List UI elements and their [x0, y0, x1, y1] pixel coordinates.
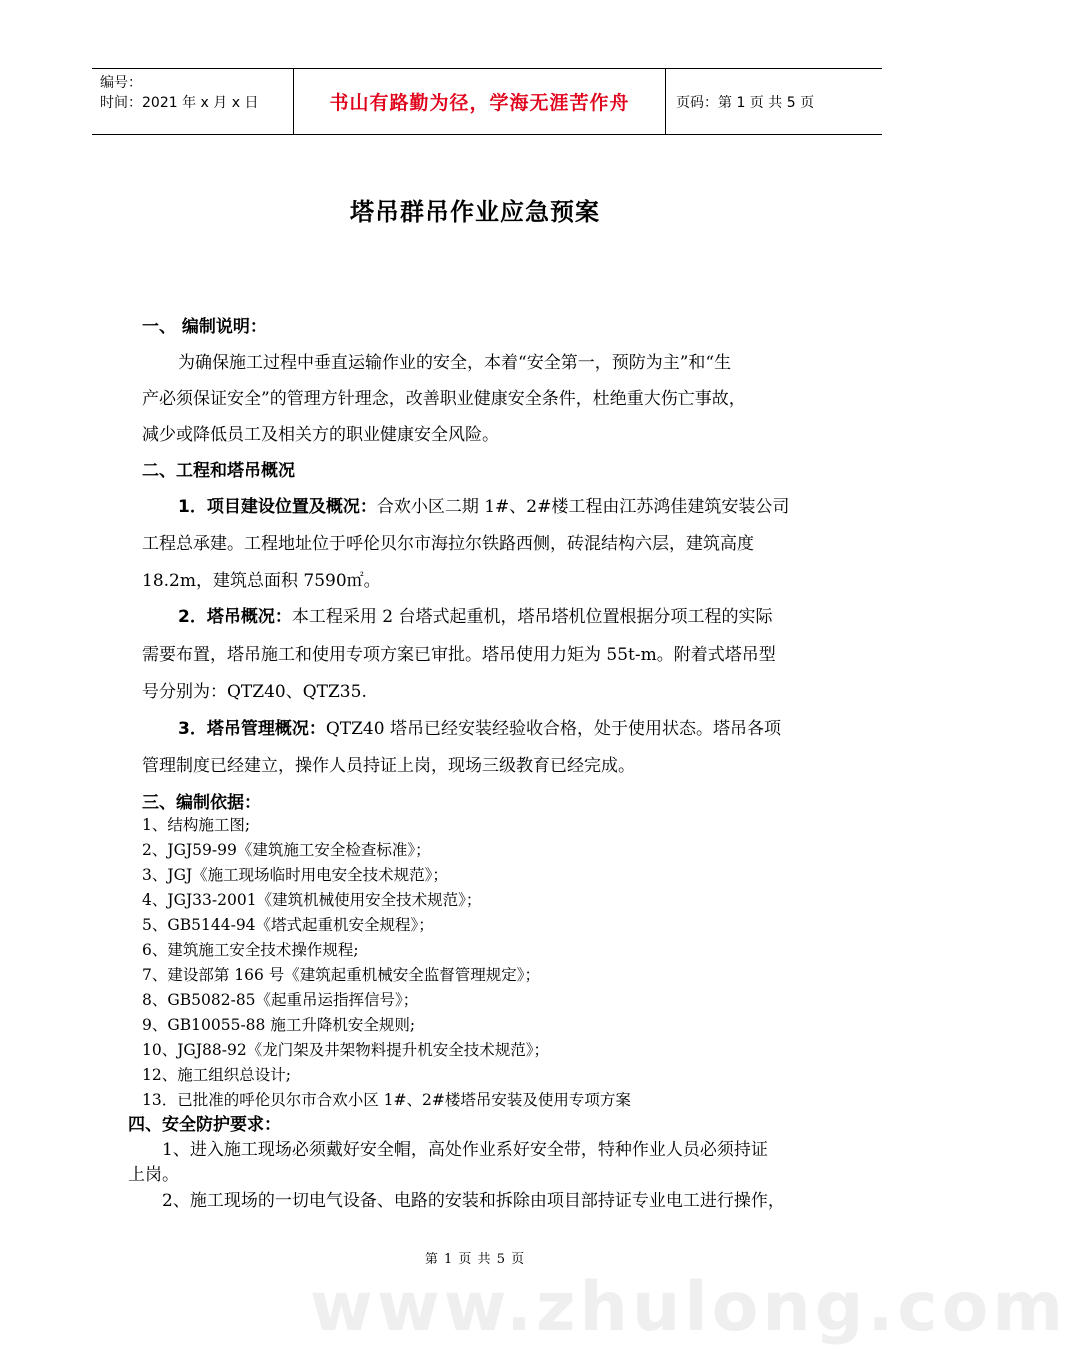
header-meta: [92, 69, 294, 134]
header-page-info: 页码：第 1 页 共 5 页: [676, 94, 815, 111]
paragraph-text: 合欢小区二期 1#、2#楼工程由江苏鸿佳建筑安装公司: [376, 497, 790, 517]
paragraph-line: 产必须保证安全”的管理方针理念，改善职业健康安全条件，杜绝重大伤亡事故，: [142, 389, 746, 409]
paragraph-line: 需要布置，塔吊施工和使用专项方案已审批。塔吊使用力矩为 55t-m。附着式塔吊型: [142, 645, 776, 665]
paragraph-line: 管理制度已经建立，操作人员持证上岗，现场三级教育已经完成。: [142, 756, 635, 776]
reference-item: 3、JGJ《施工现场临时用电安全技术规范》；: [142, 866, 448, 884]
reference-item: 9、GB10055-88 施工升降机安全规则;: [142, 1016, 416, 1034]
reference-item: 2、JGJ59-99《建筑施工安全检查标准》；: [142, 841, 431, 859]
document-number-label: 编号：: [100, 75, 142, 91]
header-motto: 书山有路勤为径，学海无涯苦作舟: [294, 69, 666, 134]
section-1-heading: 一、 编制说明：: [142, 317, 267, 337]
reference-item: 4、JGJ33-2001《建筑机械使用安全技术规范》；: [142, 891, 482, 909]
paragraph-line: 减少或降低员工及相关方的职业健康安全风险。: [142, 425, 499, 445]
paragraph-line: 18.2m，建筑总面积 7590㎡。: [142, 571, 381, 591]
paragraph-line: 工程总承建。工程地址位于呼伦贝尔市海拉尔铁路西侧，砖混结构六层，建筑高度: [142, 534, 754, 554]
paragraph-text: 本工程采用 2 台塔式起重机，塔吊塔机位置根据分项工程的实际: [291, 607, 773, 627]
paragraph-text: QTZ40 塔吊已经安装经验收合格，处于使用状态。塔吊各项: [325, 719, 781, 739]
subsection-label: 2．塔吊概况：: [178, 607, 292, 627]
reference-item: 12、施工组织总设计;: [142, 1066, 291, 1084]
paragraph-line: 为确保施工过程中垂直运输作业的安全，本着“安全第一，预防为主”和“生: [178, 353, 732, 373]
paragraph-line: [178, 602, 772, 627]
reference-item: 10、JGJ88-92《龙门架及井架物料提升机安全技术规范》；: [142, 1041, 549, 1059]
reference-item: 6、建筑施工安全技术操作规程;: [142, 941, 359, 959]
reference-item: 13．已批准的呼伦贝尔市合欢小区 1#、2#楼塔吊安装及使用专项方案: [142, 1091, 631, 1109]
section-4-heading: 四、安全防护要求：: [128, 1115, 281, 1135]
subsection-label: 1．项目建设位置及概况：: [178, 497, 377, 517]
section-2-heading: 二、工程和塔吊概况: [142, 461, 295, 481]
paragraph-line: 1、进入施工现场必须戴好安全帽，高处作业系好安全带，特种作业人员必须持证: [162, 1140, 768, 1160]
reference-item: 7、建设部第 166 号《建筑起重机械安全监督管理规定》；: [142, 966, 541, 984]
reference-item: 1、结构施工图;: [142, 816, 251, 834]
paragraph-line: 号分别为：QTZ40、QTZ35.: [142, 682, 367, 702]
subsection-label: 3．塔吊管理概况：: [178, 719, 326, 739]
reference-item: 5、GB5144-94《塔式起重机安全规程》；: [142, 916, 434, 934]
page-footer: 第 1 页 共 5 页: [424, 1252, 526, 1267]
reference-item: 8、GB5082-85《起重吊运指挥信号》；: [142, 991, 419, 1009]
watermark: www.zhulong.com: [310, 1268, 1067, 1347]
section-3-heading: 三、编制依据：: [142, 793, 261, 813]
paragraph-line: 2、施工现场的一切电气设备、电路的安装和拆除由项目部持证专业电工进行操作，: [162, 1191, 785, 1211]
paragraph-line: [178, 714, 781, 739]
paragraph-line: 上岗。: [128, 1165, 179, 1185]
page-header: [92, 68, 882, 135]
paragraph-line: [178, 492, 789, 517]
document-date: 时间：2021 年 x 月 x 日: [100, 95, 259, 111]
document-title: 塔吊群吊作业应急预案: [350, 198, 600, 226]
